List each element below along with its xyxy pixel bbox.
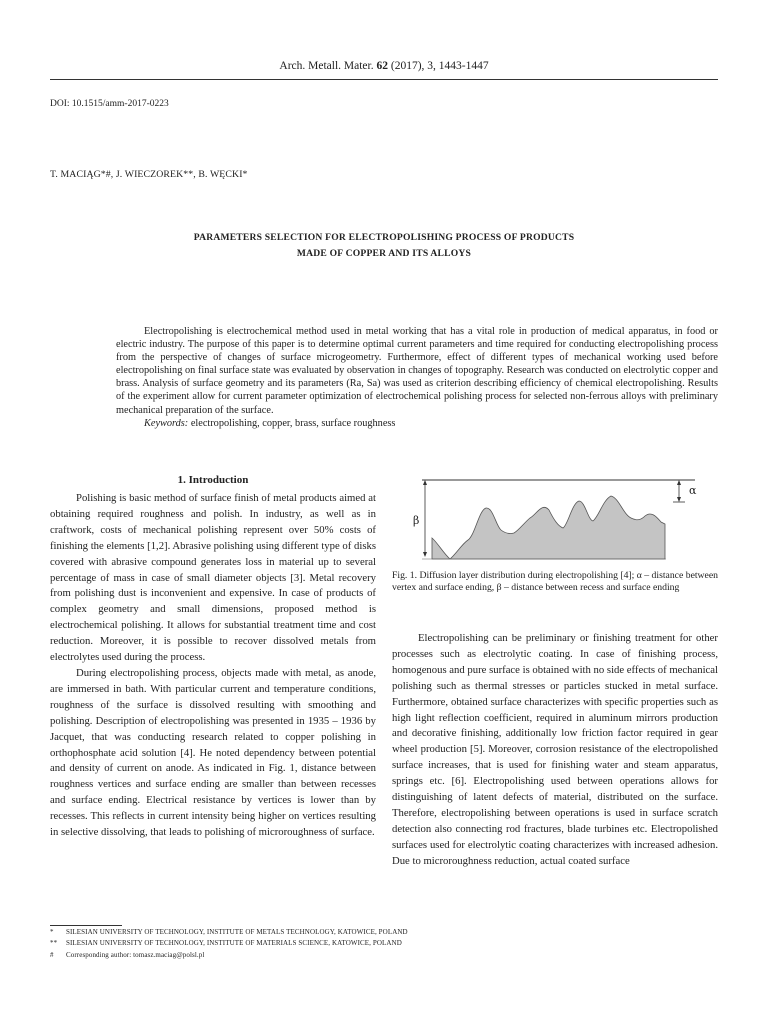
journal-issue: (2017), 3, 1443-1447 [390,60,489,72]
footnote-text: SILESIAN UNIVERSITY OF TECHNOLOGY, INSTITUTE OF MATERIALS SCIENCE, KATOWICE, POLAND [66,939,402,948]
footnote-rule [50,925,122,926]
figure-surface-profile [432,496,665,559]
abstract [116,325,718,430]
header-rule [50,79,718,80]
paper-title-line-2: MADE OF COPPER AND ITS ALLOYS [296,248,472,259]
footnote-mark: # [50,950,54,959]
section-heading: 1. Introduction [177,474,249,486]
footnote-mark: * [50,928,54,936]
journal-header [0,60,768,72]
paper-title [0,230,768,262]
footnote [50,927,408,938]
authors: T. MACIĄG*#, J. WIECZOREK**, B. WĘCKI* [50,169,248,180]
intro-paragraph-1: Polishing is basic method of surface finish of metal products aimed at obtaining required roughness and polish. In industry, as well as in craftwork, costs of mechanical polishing represent over 50% costs of finishing the elements [1,2]. Abrasive polishing using different type of disks covered with abrasive compound generates loss in material up to several percentage of mass in case of small diameter objects [3]. Metal recovery from polishing dust is inconvenient and expensive. In case of products of complex geometry and small dimensions, proposed method is electrochemical polishing. It allows for substantial treatment time and cost reduction. Moreover, it is possible to recover dissolved metals from electrolytes used during the process. [50,492,376,664]
footnote-mark: ** [50,939,58,948]
footnote-text: SILESIAN UNIVERSITY OF TECHNOLOGY, INSTITUTE OF METALS TECHNOLOGY, KATOWICE, POLAND [66,928,408,936]
figure-caption: Fig. 1. Diffusion layer distribution during electropolishing [4]; α – distance between vertex and surface ending, β – distance between recess and surface ending [392,570,718,594]
keywords [116,417,718,430]
doi[interactable]: DOI: 10.1515/amm-2017-0223 [50,99,169,109]
footnote [50,938,408,949]
figure-beta-label: β [413,514,420,527]
keywords-label: Keywords: [144,417,189,429]
footnotes [50,927,408,961]
keywords-list: electropolishing, copper, brass, surface roughness [190,417,396,429]
left-column [50,491,376,841]
figure-1 [392,470,718,566]
right-column [392,631,718,870]
footnote-text[interactable]: Corresponding author: tomasz.maciag@polsl.pl [66,950,205,959]
footnote [50,950,408,961]
intro-paragraph-3: Electropolishing can be preliminary or finishing treatment for other processes such as electrolytic coating. In case of finishing process, homogenous and pure surface is obtained with no side effects of mechanical polishing such as thermal stresses or particles stucked in metal surface. Furthermore, obtained surface characterizes with specific properties such as high light reflection coefficient, required in aluminum mirrors production and decorative finishing, additionally low friction factor required in gear wheel production [5]. Moreover, corrosion resistance of the electropolished surface increases, that is used for finishing water and steam apparatus, springs etc. [6]. Electropolishing used between operations allows for distinguishing of latent defects of material, distributed on the surface. Therefore, electropolishing between operations is used in surface scratch detection also connecting rod fractures, blade turbines etc. Electropolished surfaces used for electrolytic coating characterizes with increased adhesion. Due to microroughness reduction, actual coated surface [392,632,718,867]
journal-volume: 62 [376,60,388,72]
abstract-text: Electropolishing is electrochemical method used in metal working that has a vital role in production of medical apparatus, in food or electric industry. The purpose of this paper is to determine optimal current parameters and time required for conducting electropolishing process from the perspective of changes of surface microgeometry. Furthermore, effect of different types of mechanical working used before electropolishing on final surface state was evaluated by observation in changes of topography. Research was conducted on electrolytic copper and brass. Analysis of surface geometry and its parameters (Ra, Sa) was used as criterion describing efficiency of chemical electropolishing. Results of the experiment allow for current parameter optimization of electrochemical polishing process for selected non-ferrous alloys with preliminary mechanical preparation of the surface. [116,326,718,416]
intro-paragraph-2: During electropolishing process, objects made with metal, as anode, are immersed in bath. With particular current and temperature conditions, roughness of the surface is dissolved resulting with smoothing and polishing. Description of electropolishing was presented in 1935 – 1936 by Jacquet, that was conducting research related to copper polishing in orthophosphate acid solution [4]. He noted dependency between potential and density of current on anode. As indicated in Fig. 1, distance between roughness vertices and surface ending are smaller than between recesses and surface ending. Electrical resistance by vertices is lower than by recesses. This reflects in current intensity being higher on vertices resulting in selective dissolving, that leads to polishing of microroughness of surface. [50,666,376,839]
figure-alpha-label: α [689,484,697,497]
journal-name: Arch. Metall. Mater. [279,60,374,72]
paper-title-line-1: PARAMETERS SELECTION FOR ELECTROPOLISHING PROCESS OF PRODUCTS [193,232,575,243]
